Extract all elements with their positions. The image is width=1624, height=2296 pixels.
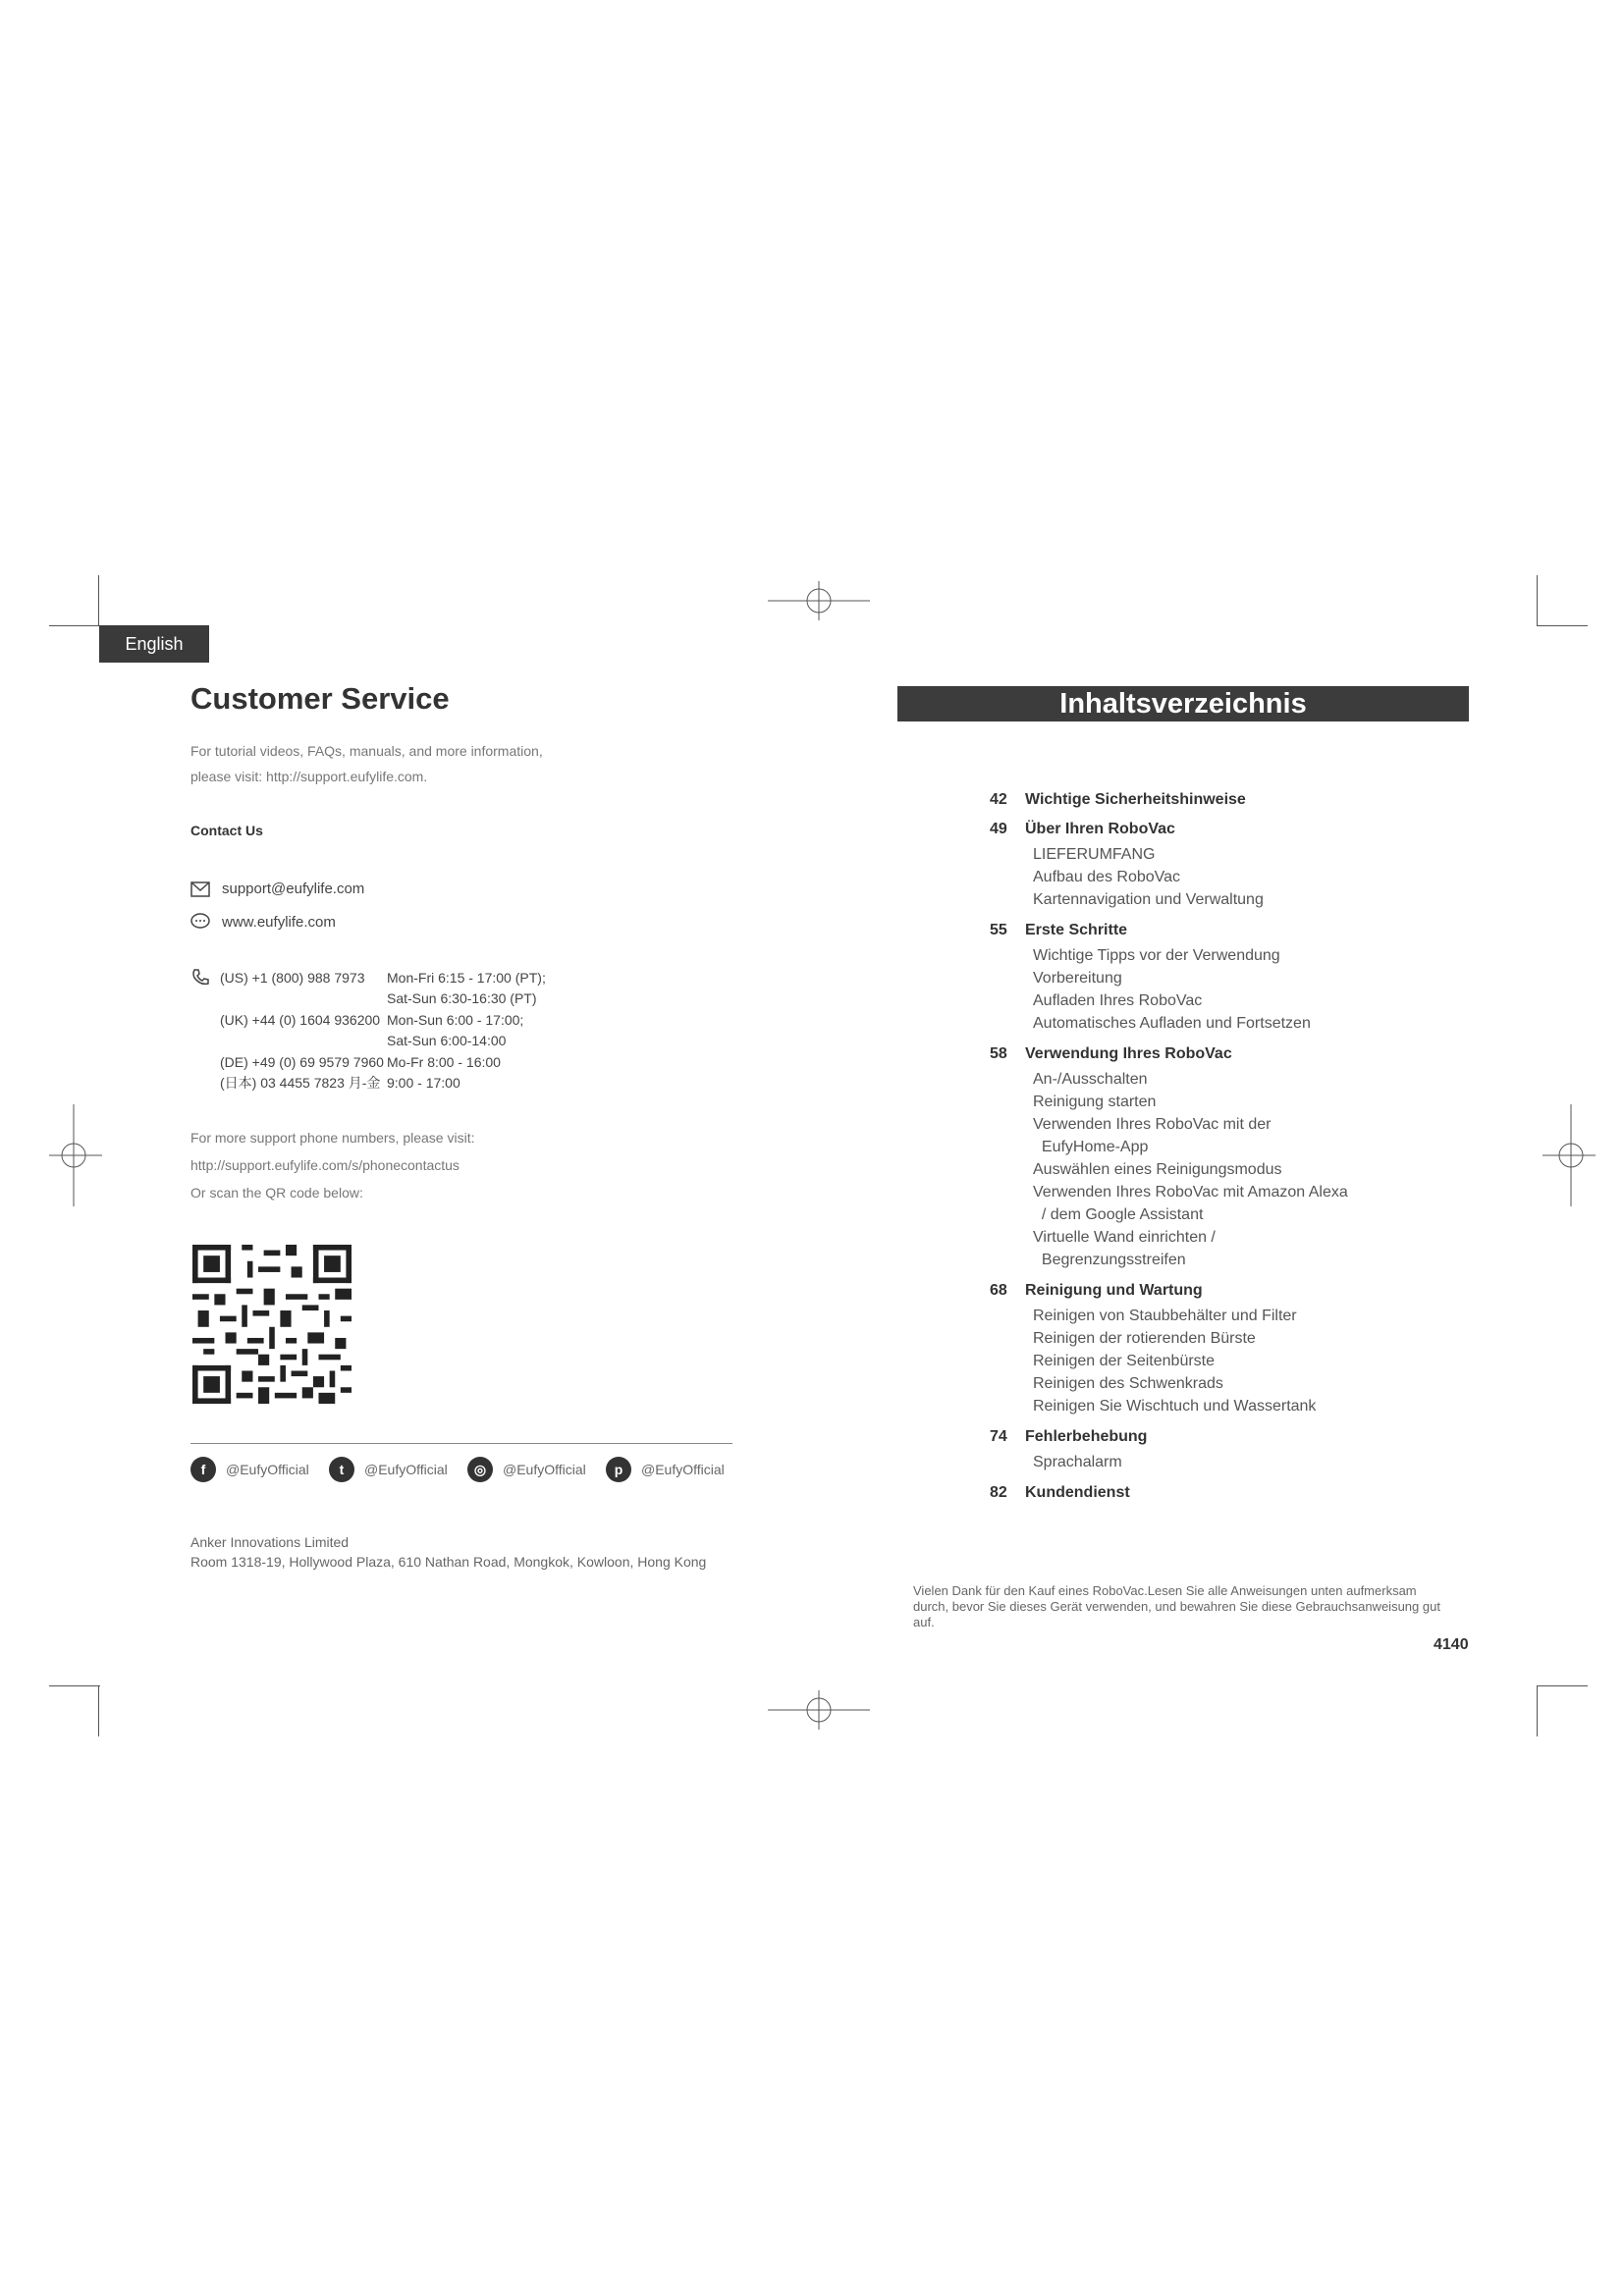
email-text: support@eufylife.com [222,881,365,897]
intro-line: For tutorial videos, FAQs, manuals, and more information, [190,743,543,759]
crop-mark [98,1685,99,1736]
crop-mark [1537,1685,1538,1736]
toc-item[interactable]: Aufladen Ihres RoboVac [1033,992,1203,1009]
phone-row: (US) +1 (800) 988 7973 Mon-Fri 6:15 - 17:00 (PT); [220,970,546,986]
chat-icon [190,913,210,931]
social-twitter[interactable] [329,1456,448,1483]
toc-section[interactable] [990,791,1246,809]
toc-section-title: Erste Schritte [1025,922,1128,938]
instagram-icon: ◎ [467,1457,493,1482]
toc-item[interactable]: Reinigen von Staubbehälter und Filter [1033,1308,1297,1324]
pinterest-icon: p [606,1457,631,1482]
toc-section-title: Verwendung Ihres RoboVac [1025,1045,1232,1062]
toc-section-title: Kundendienst [1025,1484,1130,1501]
scan-qr-text: Or scan the QR code below: [190,1185,363,1201]
toc-page-number: 49 [990,821,1007,837]
phone-row: (DE) +49 (0) 69 9579 7960 Mo-Fr 8:00 - 16:00 [220,1054,501,1070]
registration-mark-icon [768,1690,870,1730]
facebook-icon: f [190,1457,216,1482]
more-support-link[interactable]: http://support.eufylife.com/s/phonecontactus [190,1157,460,1173]
toc-section[interactable] [990,1428,1147,1446]
registration-mark-icon [49,1104,102,1206]
social-handle: @EufyOfficial [364,1462,448,1477]
toc-item[interactable]: / dem Google Assistant [1033,1206,1204,1223]
qr-code [192,1245,352,1404]
crop-mark [49,1685,100,1686]
toc-section-title: Fehlerbehebung [1025,1428,1148,1445]
toc-section[interactable] [990,821,1175,838]
social-facebook[interactable] [190,1456,309,1483]
contact-title: Contact Us [190,823,263,838]
divider [190,1443,732,1444]
crop-mark [1537,1685,1588,1686]
social-pinterest[interactable] [606,1456,725,1483]
phone-row: Sat-Sun 6:00-14:00 [387,1033,507,1048]
intro-text: Vielen Dank für den Kauf eines RoboVac.Lesen Sie alle Anweisungen unten aufmerksam durch, bevor Sie dieses Gerät verwenden, und bewahren Sie diese Gebrauchsanweisung gut auf. [913,1583,1440,1629]
toc-page-number: 74 [990,1428,1007,1445]
page-number: 4140 [1434,1636,1469,1653]
toc-section-title: Wichtige Sicherheitshinweise [1025,791,1246,808]
toc-item[interactable]: EufyHome-App [1033,1139,1149,1155]
crop-mark [1537,625,1588,626]
social-handle: @EufyOfficial [503,1462,586,1477]
toc-item[interactable]: Wichtige Tipps vor der Verwendung [1033,947,1280,964]
website-row [190,913,336,931]
toc-item[interactable]: Verwenden Ihres RoboVac mit Amazon Alexa [1033,1184,1348,1201]
registration-mark-icon [768,581,870,620]
toc-item[interactable]: Reinigung starten [1033,1094,1157,1110]
social-handle: @EufyOfficial [226,1462,309,1477]
company-address: Room 1318-19, Hollywood Plaza, 610 Nathan Road, Mongkok, Kowloon, Hong Kong [190,1554,707,1570]
registration-mark-icon [1543,1104,1596,1206]
crop-mark [49,625,100,626]
toc-item[interactable]: Automatisches Aufladen und Fortsetzen [1033,1015,1311,1032]
toc-item[interactable]: LIEFERUMFANG [1033,846,1156,863]
language-tab: English [99,625,209,663]
toc-item[interactable]: An-/Ausschalten [1033,1071,1148,1088]
toc-item[interactable]: Kartennavigation und Verwaltung [1033,891,1264,908]
twitter-icon: t [329,1457,354,1482]
toc-section-title: Reinigung und Wartung [1025,1282,1203,1299]
toc-item[interactable]: Reinigen der Seitenbürste [1033,1353,1216,1369]
toc-section[interactable] [990,1045,1232,1063]
toc-page-number: 58 [990,1045,1007,1062]
toc-item[interactable]: Aufbau des RoboVac [1033,869,1181,885]
toc-item[interactable]: Vorbereitung [1033,970,1122,987]
toc-section[interactable] [990,1282,1203,1300]
toc-item[interactable]: Reinigen der rotierenden Bürste [1033,1330,1256,1347]
social-handle: @EufyOfficial [641,1462,725,1477]
toc-section-title: Über Ihren RoboVac [1025,821,1175,837]
toc-item[interactable]: Verwenden Ihres RoboVac mit der [1033,1116,1272,1133]
toc-section[interactable] [990,922,1127,939]
toc-item[interactable]: Auswählen eines Reinigungsmodus [1033,1161,1282,1178]
toc-title: Inhaltsverzeichnis [897,686,1469,721]
phone-icon [190,968,210,988]
toc-page-number: 68 [990,1282,1007,1299]
toc-item[interactable]: Begrenzungsstreifen [1033,1252,1186,1268]
toc-page-number: 82 [990,1484,1007,1501]
website-text: www.eufylife.com [222,913,336,931]
mail-icon [190,881,210,897]
toc-item[interactable]: Reinigen Sie Wischtuch und Wassertank [1033,1398,1317,1415]
email-row [190,881,364,897]
crop-mark [98,575,99,626]
toc-item[interactable]: Sprachalarm [1033,1454,1122,1470]
toc-item[interactable]: Reinigen des Schwenkrads [1033,1375,1223,1392]
social-instagram[interactable] [467,1456,586,1483]
company-name: Anker Innovations Limited [190,1534,350,1550]
phone-row: (日本) 03 4455 7823 月-金 9:00 - 17:00 [220,1075,460,1091]
page-title: Customer Service [190,681,450,716]
more-support-line: For more support phone numbers, please visit: [190,1130,475,1146]
toc-section[interactable] [990,1484,1130,1502]
toc-page-number: 55 [990,922,1007,938]
phone-row: Sat-Sun 6:30-16:30 (PT) [387,990,537,1006]
toc-page-number: 42 [990,791,1007,808]
crop-mark [1537,575,1538,626]
phone-row: (UK) +44 (0) 1604 936200 Mon-Sun 6:00 - 17:00; [220,1012,524,1028]
toc-item[interactable]: Virtuelle Wand einrichten / [1033,1229,1216,1246]
intro-line: please visit: http://support.eufylife.com. [190,769,428,784]
